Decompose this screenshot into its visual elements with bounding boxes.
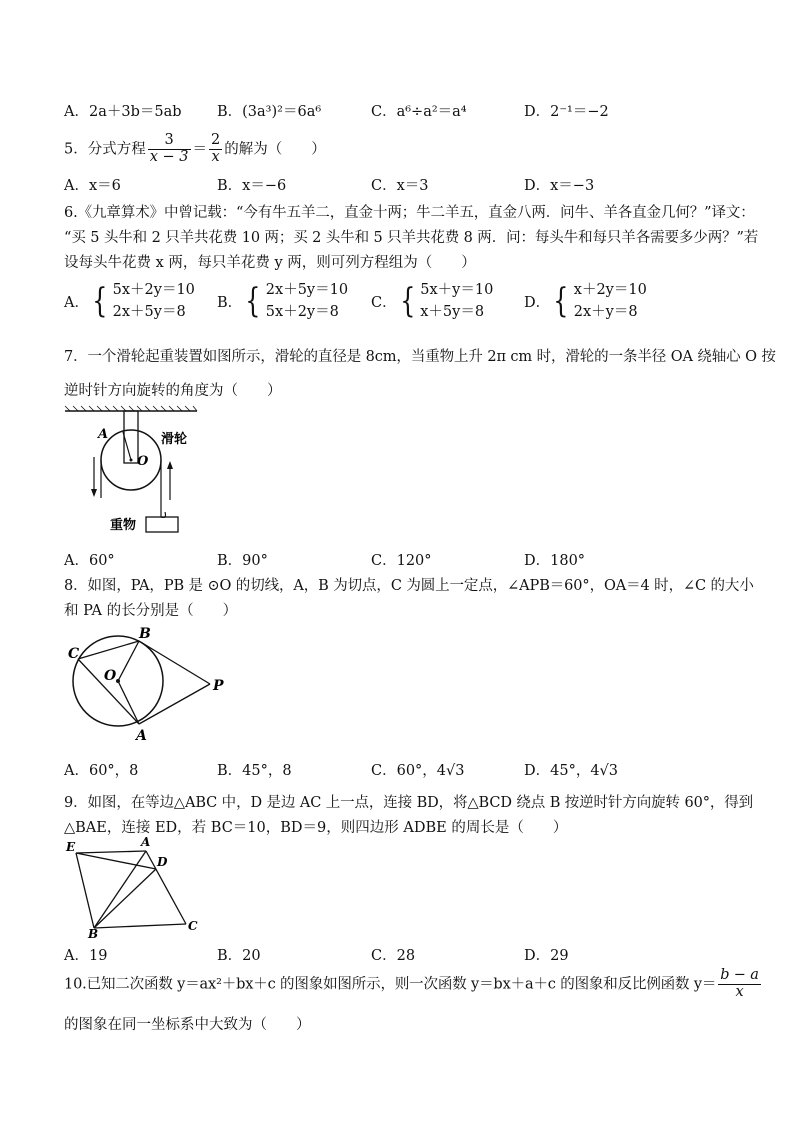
q8-fig-label-a: A	[136, 728, 147, 744]
q10-frac-num: b − a	[720, 967, 759, 983]
q5-option-d: D．x＝−3	[524, 178, 595, 194]
q5-frac1-den: x − 3	[149, 148, 189, 165]
q7-fig-label-a: A	[98, 427, 109, 442]
q9-option-b: B．20	[217, 948, 261, 964]
q5-stem	[64, 133, 326, 166]
q9-option-d: D．29	[524, 948, 569, 964]
q6-option-b-eq1: 2x＋5y＝10	[265, 282, 349, 298]
q9-fig-label-e: E	[66, 840, 76, 854]
q9-fig-label-c: C	[188, 919, 198, 933]
q5-option-b: B．x＝−6	[217, 178, 287, 194]
q7-pulley-figure	[60, 405, 200, 540]
q4-option-d: D．2⁻¹＝−2	[524, 104, 609, 120]
q4-option-c: C．a⁶÷a²＝a⁴	[371, 104, 467, 120]
q8-fig-label-o: O	[104, 668, 117, 684]
q6-option-a-label: A．	[64, 294, 89, 311]
q9-option-a: A．19	[64, 948, 108, 964]
q5-frac1-num: 3	[148, 133, 191, 150]
brace-icon: {	[553, 281, 569, 322]
q5-frac2-den: x	[211, 148, 220, 165]
q6-option-c-eq2: x＋5y＝8	[420, 304, 485, 321]
q6-option-c	[371, 279, 493, 324]
q8-option-d: D．45°，4√3	[524, 763, 619, 779]
q7-option-d: D．180°	[524, 553, 586, 569]
q6-option-c-eq1: 5x＋y＝10	[420, 282, 494, 298]
q6-option-a	[64, 279, 195, 324]
q9-fig-label-a: A	[141, 836, 151, 849]
q7-line2: 逆时针方向旋转的角度为（ ）	[64, 383, 282, 399]
q5-option-a: A．x＝6	[64, 178, 121, 194]
q5-frac2	[209, 133, 222, 166]
q10-frac-den: x	[735, 983, 744, 1000]
q6-option-a-eq1: 5x＋2y＝10	[112, 282, 195, 298]
q8-fig-label-p: P	[213, 678, 224, 694]
q8-option-a: A．60°，8	[64, 763, 139, 779]
q6-line3: 设每头牛花费 x 两，每只羊花费 y 两，则可列方程组为（ ）	[64, 255, 476, 271]
q6-line2: “买 5 头牛和 2 只羊共花费 10 两；买 2 头牛和 5 只羊共花费 8 两．问：每头牛和每只羊各需要多少两？”若	[64, 230, 759, 246]
q7-fig-label-o: O	[137, 454, 149, 469]
q6-line1: 6.《九章算术》中曾记载：“今有牛五羊二，直金十两；牛二羊五，直金八两．问牛、羊各直金几何？”译文：	[64, 205, 755, 221]
q5-frac2-num: 2	[211, 132, 221, 148]
q6-option-d-label: D．	[524, 294, 551, 311]
q10-line1-text: 10.已知二次函数 y＝ax²＋bx＋c 的图象如图所示，则一次函数 y＝bx＋a＋c 的图象和反比例函数 y＝	[64, 976, 717, 993]
q6-option-d-eq1: x＋2y＝10	[573, 282, 647, 298]
q9-line1: 9．如图，在等边△ABC 中，D 是边 AC 上一点，连接 BD，将△BCD 绕点 B 按逆时针方向旋转 60°，得到	[64, 795, 754, 811]
q4-option-b: B．(3a³)²＝6a⁶	[217, 104, 322, 120]
q6-option-d-eq2: 2x＋y＝8	[573, 304, 638, 321]
q5-prefix: 5．分式方程	[64, 141, 146, 158]
q10-line1	[64, 968, 763, 1001]
q5-suffix: 的解为（ ）	[224, 141, 326, 158]
q9-triangle-figure	[60, 836, 210, 940]
q7-option-c: C．120°	[371, 553, 432, 569]
q6-option-d	[524, 279, 647, 324]
brace-icon: {	[92, 281, 108, 322]
q9-fig-label-b: B	[88, 927, 99, 940]
q8-circle-figure	[60, 624, 230, 746]
q5-option-c: C．x＝3	[371, 178, 429, 194]
q6-option-a-eq2: 2x＋5y＝8	[112, 304, 186, 321]
q10-frac	[718, 968, 761, 1001]
q9-fig-label-d: D	[157, 855, 168, 869]
q4-option-a: A．2a＋3b＝5ab	[64, 104, 182, 120]
q6-option-b	[217, 279, 348, 324]
q8-option-b: B．45°，8	[217, 763, 292, 779]
q8-line1: 8．如图，PA，PB 是 ⊙O 的切线，A，B 为切点，C 为圆上一定点，∠APB＝60°，OA＝4 时，∠C 的大小	[64, 578, 754, 594]
q8-line2: 和 PA 的长分别是（ ）	[64, 603, 238, 619]
q8-fig-label-c: C	[68, 646, 80, 662]
q7-fig-label-pulley: 滑轮	[161, 432, 188, 447]
q10-line2: 的图象在同一坐标系中大致为（ ）	[64, 1017, 311, 1033]
q5-frac1	[148, 133, 191, 166]
brace-icon: {	[399, 281, 416, 322]
q6-option-b-label: B．	[217, 294, 243, 311]
q7-fig-label-weight: 重物	[110, 518, 137, 533]
q7-line1: 7．一个滑轮起重装置如图所示，滑轮的直径是 8cm，当重物上升 2π cm 时，滑轮的一条半径 OA 绕轴心 O 按	[64, 349, 776, 365]
q8-option-c: C．60°，4√3	[371, 763, 465, 779]
q8-fig-label-b: B	[139, 626, 151, 642]
q7-option-b: B．90°	[217, 553, 268, 569]
q6-option-c-label: C．	[371, 294, 397, 311]
q9-line2: △BAE，连接 ED，若 BC＝10，BD＝9，则四边形 ADBE 的周长是（ ）	[64, 820, 568, 836]
q6-option-b-eq2: 5x＋2y＝8	[265, 304, 339, 321]
q9-option-c: C．28	[371, 948, 416, 964]
q5-eq: ＝	[192, 141, 208, 158]
q7-option-a: A．60°	[64, 553, 115, 569]
brace-icon: {	[245, 281, 261, 322]
